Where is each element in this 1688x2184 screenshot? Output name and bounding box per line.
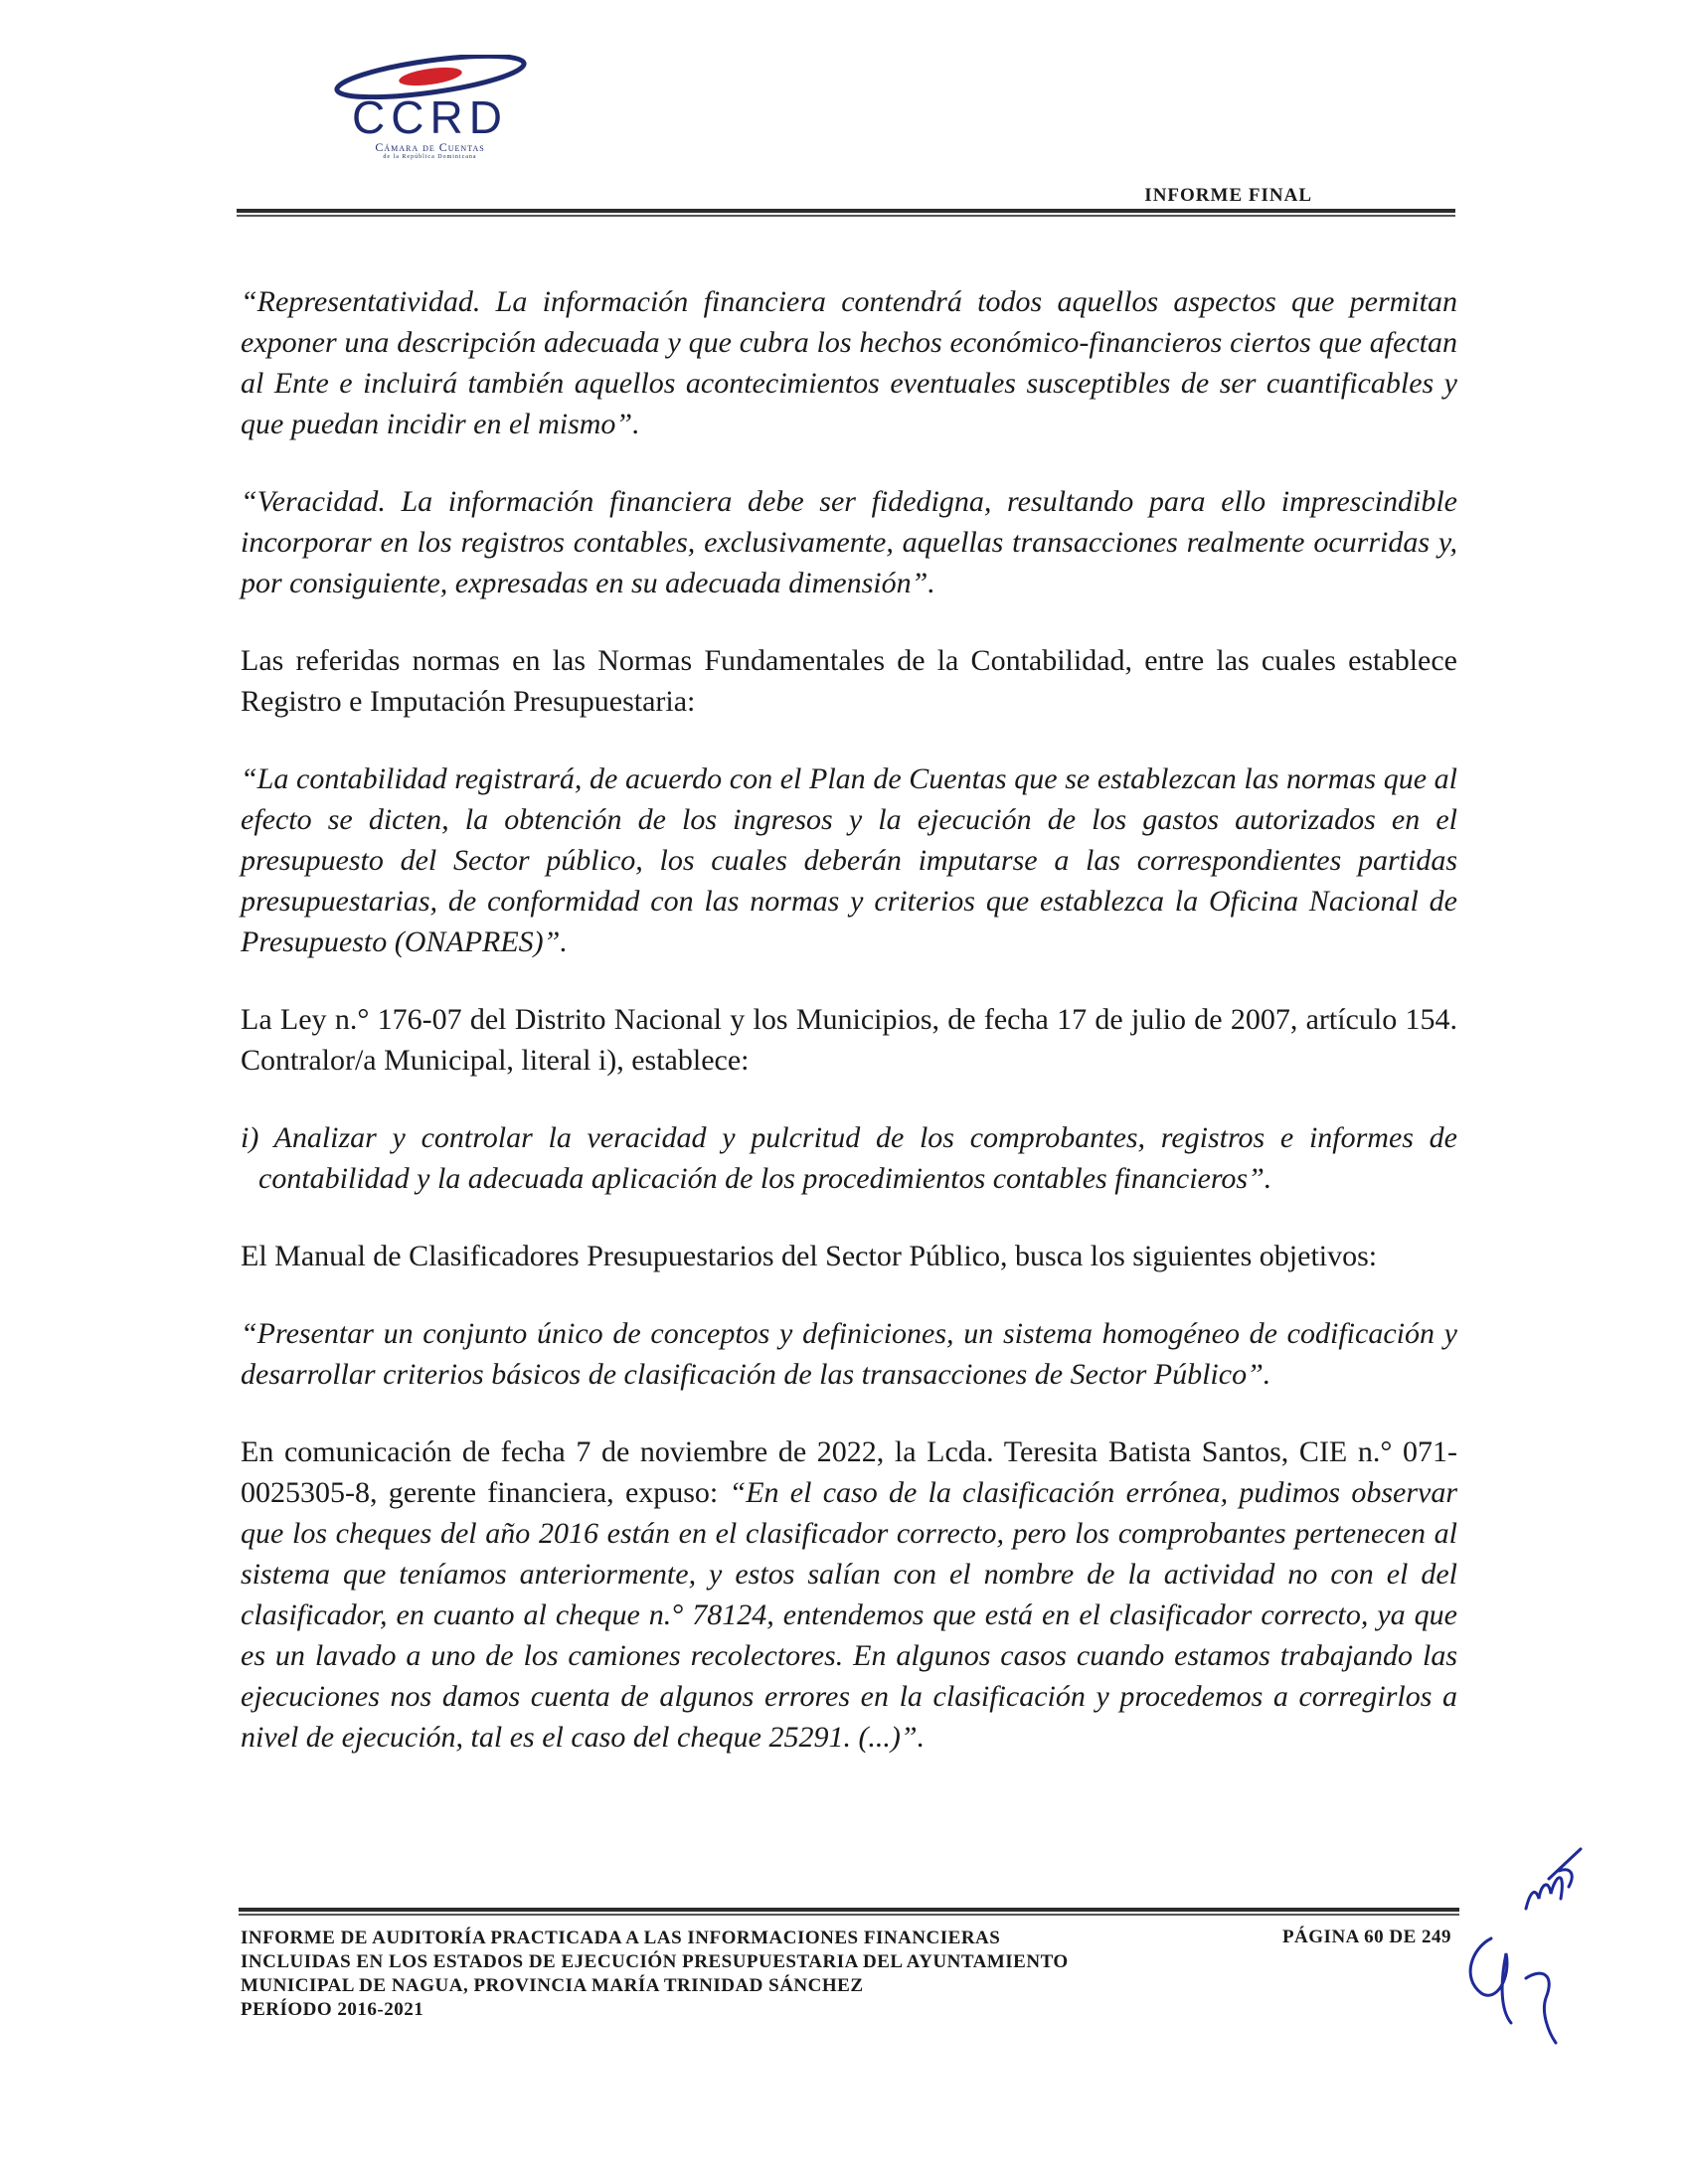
document-body: [241, 281, 1457, 1794]
header-rule: [237, 209, 1455, 213]
paragraph-ley-176-07: La Ley n.° 176-07 del Distrito Nacional y los Municipios, de fecha 17 de julio de 2007, artículo 154. Contralor/a Municipal, literal i), establece:: [241, 1003, 1457, 1077]
paragraph-contabilidad-quote: “La contabilidad registrará, de acuerdo con el Plan de Cuentas que se establezcan las normas que al efecto se dicten, la obtención de los ingresos y la ejecución de los gastos autorizados en el presupuesto del Sector público, los cuales deberán imputarse a las correspondientes partidas presupuestarias, de conformidad con las normas y criterios que establezca la Oficina Nacional de Presupuesto (ONAPRES)”.: [241, 762, 1457, 958]
footer-title-line: MUNICIPAL DE NAGUA, PROVINCIA MARÍA TRINIDAD SÁNCHEZ: [241, 1975, 864, 1996]
paragraph-representatividad: “Representatividad. La información financiera contendrá todos aquellos aspectos que permitan exponer una descripción adecuada y que cubra los hechos económico-financieros ciertos que afectan al Ente e incluirá también aquellos acontecimientos eventuales susceptibles de ser cuantificables y que puedan incidir en el mismo”.: [241, 285, 1457, 440]
logo-subtitle-1: Cámara de Cuentas: [375, 140, 485, 154]
page-number: PÁGINA 60 DE 249: [1281, 1927, 1451, 1947]
paragraph-comunicacion: [241, 1431, 1457, 1758]
footer-title-line: PERÍODO 2016-2021: [241, 1999, 424, 2020]
footer-title-line: INFORME DE AUDITORÍA PRACTICADA A LAS INFORMACIONES FINANCIERAS: [241, 1928, 1001, 1948]
footer-rule-thin: [239, 1914, 1459, 1916]
comunicacion-intro: En comunicación de fecha 7 de noviembre de 2022, la Lcda. Teresita Batista Santos, CIE n.° 071-0025305-8, gerente financiera, expuso:: [241, 1435, 1457, 1509]
paragraph-normas-fundamentales: Las referidas normas en las Normas Fundamentales de la Contabilidad, entre las cuales establece Registro e Imputación Presupuestaria:: [241, 644, 1457, 718]
paragraph-manual-clasificadores: El Manual de Clasificadores Presupuestarios del Sector Público, busca los siguientes objetivos:: [241, 1240, 1378, 1272]
comunicacion-quote: “En el caso de la clasificación errónea, pudimos observar que los cheques del año 2016 están en el clasificador correcto, pero los comprobantes pertenecen al sistema que teníamos anteriormente, y estos salían con el nombre de la actividad no con el del clasificador, en cuanto al cheque n.° 78124, entendemos que está en el clasificador correcto, ya que es un lavado a uno de los camiones recolectores. En algunos casos cuando estamos trabajando las ejecuciones nos damos cuenta de algunos errores en la clasificación y procedemos a corregirlos a nivel de ejecución, tal es el caso del cheque 25291. (...)”.: [241, 1476, 1457, 1754]
paragraph-objetivos-quote: “Presentar un conjunto único de conceptos y definiciones, un sistema homogéneo de codificación y desarrollar criterios básicos de clasificación de las transacciones de Sector Público”.: [241, 1317, 1457, 1391]
paragraph-literal-i: i) Analizar y controlar la veracidad y pulcritud de los comprobantes, registros e informes de contabilidad y la adecuada aplicación de los procedimientos contables financieros”.: [241, 1121, 1457, 1195]
footer-report-title: [241, 1927, 1215, 2022]
paragraph-veracidad: “Veracidad. La información financiera debe ser fidedigna, resultando para ello imprescindible incorporar en los registros contables, exclusivamente, aquellas transacciones realmente ocurridas y, por consiguiente, expresadas en su adecuada dimensión”.: [241, 485, 1457, 599]
logo-subtitle-2: de la República Dominicana: [383, 154, 477, 160]
report-header-label: INFORME FINAL: [1144, 185, 1312, 206]
ccrd-logo: [313, 55, 547, 164]
handwritten-signature-icon: [1432, 1829, 1610, 2058]
footer-rule: [239, 1908, 1459, 1912]
header-rule-thin: [237, 215, 1455, 217]
logo-acronym: CCRD: [352, 91, 508, 143]
footer-title-line: INCLUIDAS EN LOS ESTADOS DE EJECUCIÓN PRESUPUESTARIA DEL AYUNTAMIENTO: [241, 1951, 1069, 1972]
